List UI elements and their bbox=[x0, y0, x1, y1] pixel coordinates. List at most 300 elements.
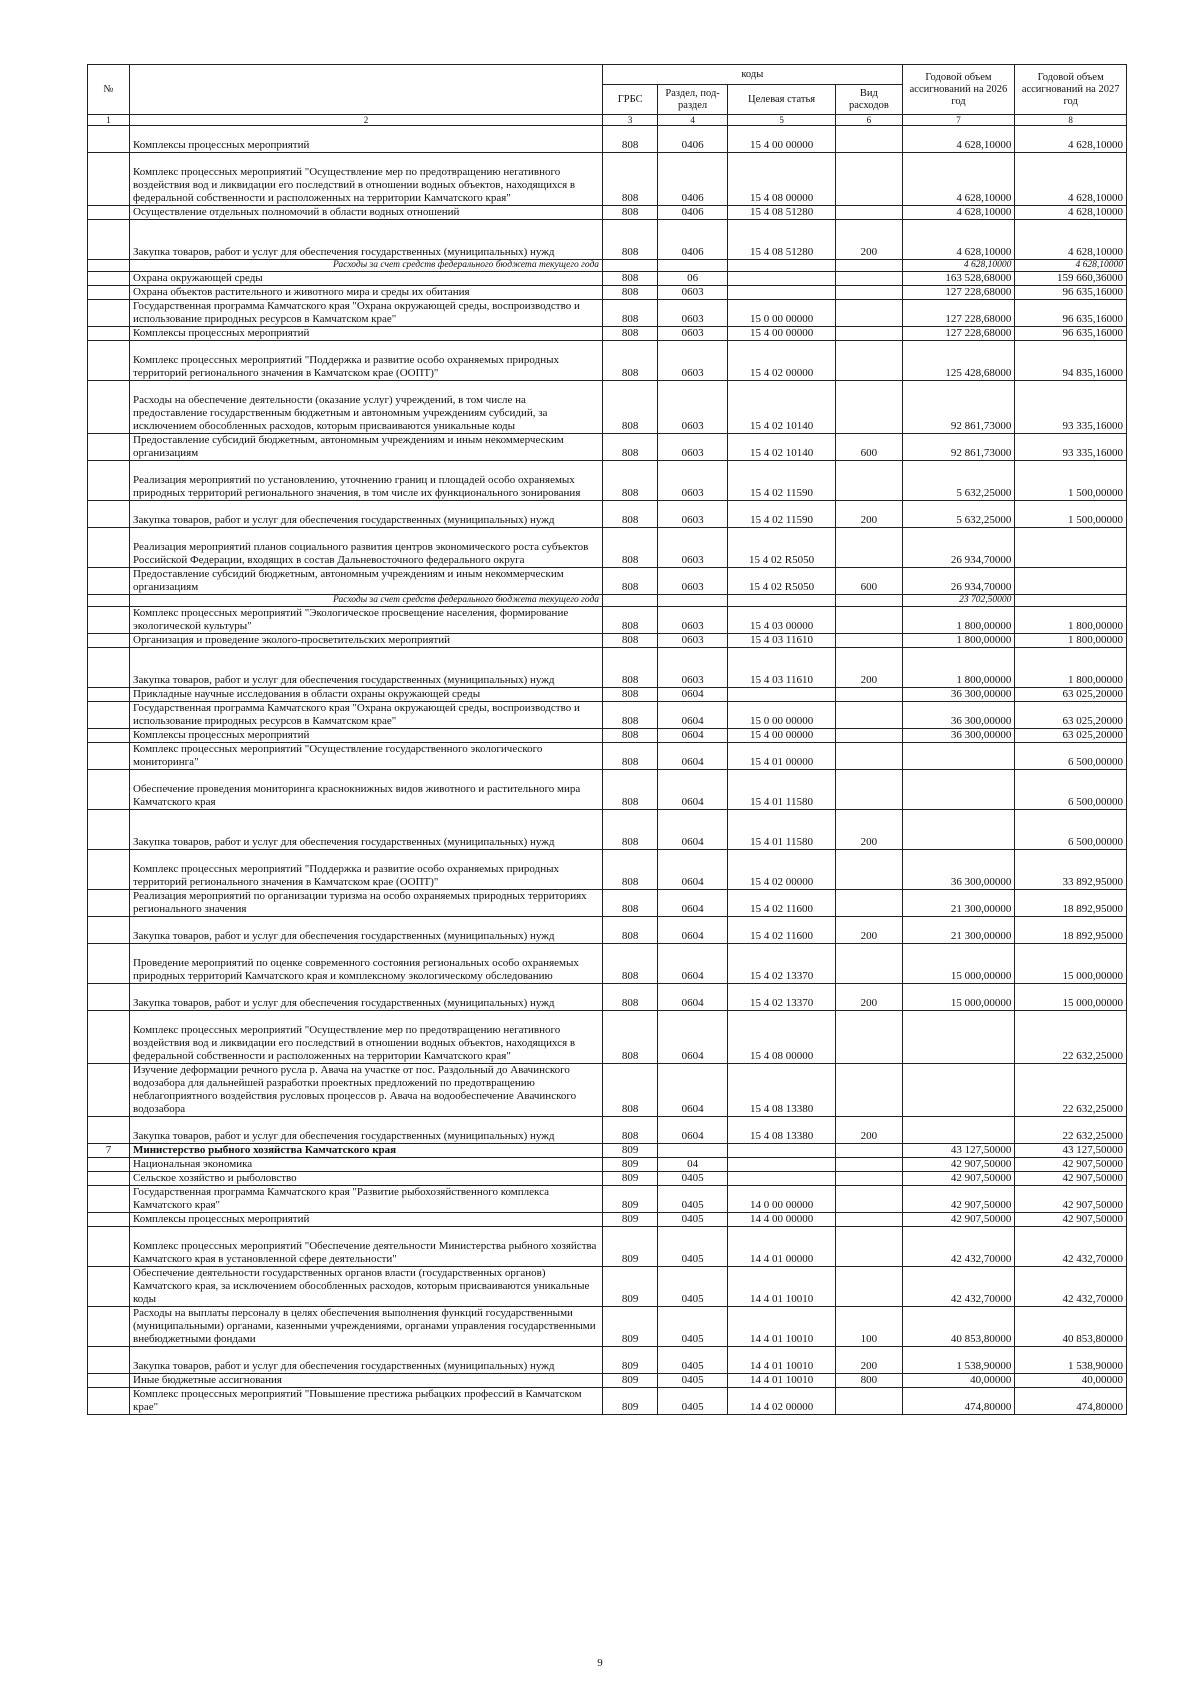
expense-name: Комплекс процессных мероприятий "Обеспечение деятельности Министерства рыбного хозяйства Камчатского края в установленной сфере деятельности" bbox=[130, 1227, 603, 1267]
expense-type-code bbox=[836, 341, 902, 381]
amount-2027: 63 025,20000 bbox=[1015, 702, 1127, 729]
expense-name: Организация и проведение эколого-просветительских мероприятий bbox=[130, 634, 603, 648]
amount-2027: 4 628,10000 bbox=[1015, 260, 1127, 272]
table-row bbox=[88, 917, 1127, 944]
amount-2026: 15 000,00000 bbox=[902, 984, 1015, 1011]
target-article-code bbox=[727, 1172, 835, 1186]
target-article-code: 15 4 03 11610 bbox=[727, 634, 835, 648]
expense-type-code bbox=[836, 1144, 902, 1158]
target-article-code: 14 0 00 00000 bbox=[727, 1186, 835, 1213]
expense-name: Комплексы процессных мероприятий bbox=[130, 729, 603, 743]
amount-2027: 93 335,16000 bbox=[1015, 434, 1127, 461]
amount-2027: 96 635,16000 bbox=[1015, 300, 1127, 327]
expense-name: Предоставление субсидий бюджетным, автономным учреждениям и иным некоммерческим организациям bbox=[130, 568, 603, 595]
amount-2026: 42 907,50000 bbox=[902, 1158, 1015, 1172]
row-number bbox=[88, 770, 130, 810]
amount-2026: 40,00000 bbox=[902, 1374, 1015, 1388]
expense-type-code: 200 bbox=[836, 810, 902, 850]
expense-type-code bbox=[836, 300, 902, 327]
expense-type-code: 200 bbox=[836, 648, 902, 688]
expense-name: Предоставление субсидий бюджетным, автономным учреждениям и иным некоммерческим организациям bbox=[130, 434, 603, 461]
expense-name: Охрана окружающей среды bbox=[130, 272, 603, 286]
amount-2026: 4 628,10000 bbox=[902, 153, 1015, 206]
expense-name: Реализация мероприятий планов социального развития центров экономического роста субъектов Российской Федерации, входящих в состав Дальневосточного федерального округа bbox=[130, 528, 603, 568]
expense-type-code: 600 bbox=[836, 434, 902, 461]
row-number bbox=[88, 1227, 130, 1267]
expense-type-code bbox=[836, 1186, 902, 1213]
row-number bbox=[88, 1388, 130, 1415]
amount-2026: 42 907,50000 bbox=[902, 1172, 1015, 1186]
header-codes: коды bbox=[603, 65, 903, 85]
expense-type-code: 200 bbox=[836, 220, 902, 260]
grbs-code bbox=[603, 595, 658, 607]
target-article-code: 15 4 02 10140 bbox=[727, 434, 835, 461]
amount-2027: 96 635,16000 bbox=[1015, 286, 1127, 300]
expense-name: Государственная программа Камчатского края "Развитие рыбохозяйственного комплекса Камчатского края" bbox=[130, 1186, 603, 1213]
table-row bbox=[88, 126, 1127, 153]
target-article-code: 14 4 01 00000 bbox=[727, 1227, 835, 1267]
table-row bbox=[88, 260, 1127, 272]
grbs-code: 808 bbox=[603, 702, 658, 729]
expense-name: Закупка товаров, работ и услуг для обеспечения государственных (муниципальных) нужд bbox=[130, 1347, 603, 1374]
amount-2026: 1 538,90000 bbox=[902, 1347, 1015, 1374]
expense-name: Закупка товаров, работ и услуг для обеспечения государственных (муниципальных) нужд bbox=[130, 501, 603, 528]
section-code: 0603 bbox=[658, 300, 728, 327]
target-article-code: 15 4 08 13380 bbox=[727, 1117, 835, 1144]
section-code: 0405 bbox=[658, 1213, 728, 1227]
amount-2027 bbox=[1015, 568, 1127, 595]
table-row bbox=[88, 944, 1127, 984]
section-code: 0603 bbox=[658, 381, 728, 434]
target-article-code: 15 4 02 00000 bbox=[727, 850, 835, 890]
amount-2027: 1 800,00000 bbox=[1015, 607, 1127, 634]
expense-name: Расходы на выплаты персоналу в целях обеспечения выполнения функций государственными (муниципальными) органами, казенными учреждениями, органами управления государственными внебюджетными фондами bbox=[130, 1307, 603, 1347]
amount-2026: 40 853,80000 bbox=[902, 1307, 1015, 1347]
expense-name: Закупка товаров, работ и услуг для обеспечения государственных (муниципальных) нужд bbox=[130, 1117, 603, 1144]
row-number bbox=[88, 1172, 130, 1186]
row-number bbox=[88, 381, 130, 434]
section-code bbox=[658, 1144, 728, 1158]
amount-2027: 42 907,50000 bbox=[1015, 1158, 1127, 1172]
expense-name: Национальная экономика bbox=[130, 1158, 603, 1172]
expense-name: Реализация мероприятий по установлению, уточнению границ и площадей особо охраняемых природных территорий регионального значения, в том числе их функционального зонирования bbox=[130, 461, 603, 501]
expense-type-code: 200 bbox=[836, 984, 902, 1011]
amount-2026: 36 300,00000 bbox=[902, 688, 1015, 702]
grbs-code: 809 bbox=[603, 1213, 658, 1227]
table-row bbox=[88, 770, 1127, 810]
table-row bbox=[88, 1267, 1127, 1307]
expense-type-code bbox=[836, 944, 902, 984]
expense-type-code bbox=[836, 1267, 902, 1307]
amount-2026 bbox=[902, 770, 1015, 810]
expense-name: Расходы за счет средств федерального бюджета текущего года bbox=[130, 595, 603, 607]
expense-type-code: 200 bbox=[836, 1117, 902, 1144]
table-row bbox=[88, 1186, 1127, 1213]
table-row bbox=[88, 206, 1127, 220]
expense-name: Закупка товаров, работ и услуг для обеспечения государственных (муниципальных) нужд bbox=[130, 810, 603, 850]
amount-2026: 23 702,50000 bbox=[902, 595, 1015, 607]
amount-2026: 1 800,00000 bbox=[902, 634, 1015, 648]
expense-name: Министерство рыбного хозяйства Камчатского края bbox=[130, 1144, 603, 1158]
header-2027: Годовой объем ассигнований на 2027 год bbox=[1015, 65, 1127, 115]
table-header bbox=[88, 65, 1127, 126]
target-article-code: 15 4 03 11610 bbox=[727, 648, 835, 688]
row-number bbox=[88, 501, 130, 528]
table-row bbox=[88, 1374, 1127, 1388]
amount-2027: 42 907,50000 bbox=[1015, 1213, 1127, 1227]
table-row bbox=[88, 341, 1127, 381]
amount-2027: 96 635,16000 bbox=[1015, 327, 1127, 341]
expense-type-code bbox=[836, 890, 902, 917]
table-row bbox=[88, 286, 1127, 300]
grbs-code: 808 bbox=[603, 648, 658, 688]
col-number: 7 bbox=[902, 115, 1015, 126]
expense-type-code bbox=[836, 770, 902, 810]
expense-name: Проведение мероприятий по оценке современного состояния региональных особо охраняемых природных территорий Камчатского края и комплексному экологическому обследованию bbox=[130, 944, 603, 984]
amount-2026 bbox=[902, 1011, 1015, 1064]
target-article-code: 15 4 01 00000 bbox=[727, 743, 835, 770]
section-code: 0405 bbox=[658, 1307, 728, 1347]
row-number bbox=[88, 688, 130, 702]
section-code: 0405 bbox=[658, 1347, 728, 1374]
expense-name: Закупка товаров, работ и услуг для обеспечения государственных (муниципальных) нужд bbox=[130, 220, 603, 260]
grbs-code: 808 bbox=[603, 944, 658, 984]
expense-type-code bbox=[836, 272, 902, 286]
row-number bbox=[88, 272, 130, 286]
amount-2027: 40,00000 bbox=[1015, 1374, 1127, 1388]
amount-2026 bbox=[902, 1064, 1015, 1117]
table-row bbox=[88, 1307, 1127, 1347]
table-row bbox=[88, 890, 1127, 917]
row-number bbox=[88, 702, 130, 729]
amount-2026: 4 628,10000 bbox=[902, 260, 1015, 272]
grbs-code: 808 bbox=[603, 770, 658, 810]
expense-type-code bbox=[836, 1227, 902, 1267]
section-code: 0604 bbox=[658, 1011, 728, 1064]
amount-2027: 15 000,00000 bbox=[1015, 984, 1127, 1011]
row-number bbox=[88, 286, 130, 300]
target-article-code bbox=[727, 260, 835, 272]
row-number bbox=[88, 126, 130, 153]
section-code: 0406 bbox=[658, 220, 728, 260]
header-razdel: Раздел, под-раздел bbox=[658, 85, 728, 115]
grbs-code: 808 bbox=[603, 810, 658, 850]
amount-2027: 6 500,00000 bbox=[1015, 770, 1127, 810]
expense-name: Комплекс процессных мероприятий "Поддержка и развитие особо охраняемых природных территорий регионального значения в Камчатском крае (ООПТ)" bbox=[130, 850, 603, 890]
amount-2027: 18 892,95000 bbox=[1015, 890, 1127, 917]
grbs-code: 808 bbox=[603, 461, 658, 501]
expense-type-code bbox=[836, 850, 902, 890]
row-number bbox=[88, 648, 130, 688]
target-article-code: 14 4 01 10010 bbox=[727, 1347, 835, 1374]
row-number bbox=[88, 434, 130, 461]
grbs-code: 808 bbox=[603, 1117, 658, 1144]
table-row bbox=[88, 702, 1127, 729]
grbs-code: 808 bbox=[603, 272, 658, 286]
grbs-code: 809 bbox=[603, 1186, 658, 1213]
amount-2026: 92 861,73000 bbox=[902, 381, 1015, 434]
table-row bbox=[88, 743, 1127, 770]
expense-type-code bbox=[836, 126, 902, 153]
section-code: 0603 bbox=[658, 568, 728, 595]
section-code: 0406 bbox=[658, 206, 728, 220]
section-code: 0604 bbox=[658, 890, 728, 917]
header-no: № bbox=[88, 65, 130, 115]
expense-name: Охрана объектов растительного и животного мира и среды их обитания bbox=[130, 286, 603, 300]
expense-type-code bbox=[836, 607, 902, 634]
target-article-code: 15 4 02 00000 bbox=[727, 341, 835, 381]
target-article-code: 14 4 00 00000 bbox=[727, 1213, 835, 1227]
section-code: 0405 bbox=[658, 1267, 728, 1307]
amount-2026: 5 632,25000 bbox=[902, 501, 1015, 528]
expense-name: Государственная программа Камчатского края "Охрана окружающей среды, воспроизводство и использование природных ресурсов в Камчатском крае" bbox=[130, 702, 603, 729]
row-number bbox=[88, 300, 130, 327]
amount-2026: 163 528,68000 bbox=[902, 272, 1015, 286]
expense-name: Комплексы процессных мероприятий bbox=[130, 126, 603, 153]
row-number bbox=[88, 743, 130, 770]
table-body bbox=[88, 126, 1127, 1415]
grbs-code: 808 bbox=[603, 381, 658, 434]
section-code bbox=[658, 595, 728, 607]
grbs-code: 808 bbox=[603, 286, 658, 300]
expense-type-code bbox=[836, 153, 902, 206]
target-article-code: 15 0 00 00000 bbox=[727, 702, 835, 729]
target-article-code: 14 4 01 10010 bbox=[727, 1307, 835, 1347]
row-number bbox=[88, 729, 130, 743]
section-code: 0603 bbox=[658, 634, 728, 648]
expense-name: Сельское хозяйство и рыболовство bbox=[130, 1172, 603, 1186]
table-row bbox=[88, 501, 1127, 528]
expense-name: Комплекс процессных мероприятий "Экологическое просвещение населения, формирование экологической культуры" bbox=[130, 607, 603, 634]
grbs-code: 808 bbox=[603, 890, 658, 917]
row-number bbox=[88, 260, 130, 272]
header-name bbox=[130, 65, 603, 115]
grbs-code: 808 bbox=[603, 917, 658, 944]
expense-type-code bbox=[836, 1158, 902, 1172]
row-number bbox=[88, 153, 130, 206]
row-number bbox=[88, 984, 130, 1011]
row-number bbox=[88, 327, 130, 341]
expense-type-code bbox=[836, 461, 902, 501]
budget-table bbox=[87, 64, 1127, 1415]
amount-2026: 127 228,68000 bbox=[902, 286, 1015, 300]
section-code: 0604 bbox=[658, 770, 728, 810]
expense-name: Комплекс процессных мероприятий "Поддержка и развитие особо охраняемых природных территорий регионального значения в Камчатском крае (ООПТ)" bbox=[130, 341, 603, 381]
amount-2026: 1 800,00000 bbox=[902, 607, 1015, 634]
section-code bbox=[658, 260, 728, 272]
table-row bbox=[88, 984, 1127, 1011]
amount-2026: 127 228,68000 bbox=[902, 300, 1015, 327]
grbs-code: 808 bbox=[603, 501, 658, 528]
amount-2026: 21 300,00000 bbox=[902, 917, 1015, 944]
row-number bbox=[88, 1347, 130, 1374]
section-code: 0604 bbox=[658, 944, 728, 984]
expense-type-code bbox=[836, 702, 902, 729]
amount-2027: 1 800,00000 bbox=[1015, 634, 1127, 648]
row-number bbox=[88, 568, 130, 595]
expense-type-code bbox=[836, 1172, 902, 1186]
row-number bbox=[88, 1307, 130, 1347]
table-row bbox=[88, 595, 1127, 607]
amount-2026: 15 000,00000 bbox=[902, 944, 1015, 984]
target-article-code: 15 4 08 00000 bbox=[727, 153, 835, 206]
target-article-code: 15 4 02 11590 bbox=[727, 461, 835, 501]
expense-name: Прикладные научные исследования в области охраны окружающей среды bbox=[130, 688, 603, 702]
table-row bbox=[88, 1158, 1127, 1172]
amount-2026: 36 300,00000 bbox=[902, 702, 1015, 729]
grbs-code: 808 bbox=[603, 984, 658, 1011]
table-row bbox=[88, 300, 1127, 327]
target-article-code: 15 4 02 11600 bbox=[727, 890, 835, 917]
target-article-code bbox=[727, 272, 835, 286]
row-number bbox=[88, 1158, 130, 1172]
target-article-code: 15 4 08 00000 bbox=[727, 1011, 835, 1064]
table-row bbox=[88, 381, 1127, 434]
row-number bbox=[88, 1374, 130, 1388]
row-number bbox=[88, 1186, 130, 1213]
target-article-code bbox=[727, 1144, 835, 1158]
expense-type-code bbox=[836, 1011, 902, 1064]
expense-name: Комплекс процессных мероприятий "Повышение престижа рыбацких профессий в Камчатском крае" bbox=[130, 1388, 603, 1415]
amount-2026: 42 907,50000 bbox=[902, 1213, 1015, 1227]
grbs-code: 808 bbox=[603, 743, 658, 770]
table-row bbox=[88, 810, 1127, 850]
table-row bbox=[88, 1213, 1127, 1227]
target-article-code: 15 4 00 00000 bbox=[727, 126, 835, 153]
amount-2027: 40 853,80000 bbox=[1015, 1307, 1127, 1347]
grbs-code: 808 bbox=[603, 1064, 658, 1117]
expense-name: Комплекс процессных мероприятий "Осуществление мер по предотвращению негативного воздействия вод и ликвидации его последствий в отношении водных объектов, находящихся в федеральной собственности и расположенных на территории Камчатского края" bbox=[130, 153, 603, 206]
amount-2027: 63 025,20000 bbox=[1015, 729, 1127, 743]
amount-2026: 26 934,70000 bbox=[902, 568, 1015, 595]
target-article-code: 15 4 02 R5050 bbox=[727, 568, 835, 595]
expense-name: Закупка товаров, работ и услуг для обеспечения государственных (муниципальных) нужд bbox=[130, 648, 603, 688]
section-code: 0603 bbox=[658, 528, 728, 568]
expense-name: Комплекс процессных мероприятий "Осуществление государственного экологического мониторинга" bbox=[130, 743, 603, 770]
expense-name: Комплекс процессных мероприятий "Осуществление мер по предотвращению негативного воздействия вод и ликвидации его последствий в отношении водных объектов, находящихся в федеральной собственности и расположенных на территории Камчатского края" bbox=[130, 1011, 603, 1064]
section-code: 0604 bbox=[658, 810, 728, 850]
amount-2027: 1 800,00000 bbox=[1015, 648, 1127, 688]
target-article-code bbox=[727, 595, 835, 607]
amount-2027: 33 892,95000 bbox=[1015, 850, 1127, 890]
expense-type-code bbox=[836, 688, 902, 702]
target-article-code: 14 4 02 00000 bbox=[727, 1388, 835, 1415]
amount-2026 bbox=[902, 743, 1015, 770]
grbs-code: 808 bbox=[603, 568, 658, 595]
expense-type-code bbox=[836, 1213, 902, 1227]
section-code: 0603 bbox=[658, 341, 728, 381]
row-number bbox=[88, 890, 130, 917]
section-code: 0603 bbox=[658, 607, 728, 634]
table-row bbox=[88, 220, 1127, 260]
grbs-code: 808 bbox=[603, 206, 658, 220]
expense-type-code bbox=[836, 528, 902, 568]
amount-2026: 92 861,73000 bbox=[902, 434, 1015, 461]
section-code: 0604 bbox=[658, 688, 728, 702]
expense-name: Расходы на обеспечение деятельности (оказание услуг) учреждений, в том числе на предоставление государственным бюджетным и автономным учреждениям субсидий, за исключением обособленных расходов, которым присваиваются уникальные коды bbox=[130, 381, 603, 434]
table-row bbox=[88, 1064, 1127, 1117]
amount-2027: 4 628,10000 bbox=[1015, 153, 1127, 206]
section-code: 0405 bbox=[658, 1172, 728, 1186]
target-article-code: 15 4 03 00000 bbox=[727, 607, 835, 634]
row-number bbox=[88, 1117, 130, 1144]
expense-name: Государственная программа Камчатского края "Охрана окружающей среды, воспроизводство и использование природных ресурсов в Камчатском крае" bbox=[130, 300, 603, 327]
target-article-code: 15 4 02 R5050 bbox=[727, 528, 835, 568]
section-code: 0603 bbox=[658, 286, 728, 300]
amount-2027: 4 628,10000 bbox=[1015, 126, 1127, 153]
amount-2027: 22 632,25000 bbox=[1015, 1117, 1127, 1144]
col-number: 8 bbox=[1015, 115, 1127, 126]
table-row bbox=[88, 434, 1127, 461]
target-article-code: 15 4 02 13370 bbox=[727, 944, 835, 984]
grbs-code bbox=[603, 260, 658, 272]
amount-2027 bbox=[1015, 595, 1127, 607]
section-code: 0405 bbox=[658, 1186, 728, 1213]
col-number: 6 bbox=[836, 115, 902, 126]
grbs-code: 809 bbox=[603, 1158, 658, 1172]
col-number: 5 bbox=[727, 115, 835, 126]
amount-2027: 4 628,10000 bbox=[1015, 206, 1127, 220]
table-row bbox=[88, 688, 1127, 702]
expense-name: Осуществление отдельных полномочий в области водных отношений bbox=[130, 206, 603, 220]
table-row bbox=[88, 461, 1127, 501]
amount-2026: 36 300,00000 bbox=[902, 850, 1015, 890]
amount-2027: 6 500,00000 bbox=[1015, 810, 1127, 850]
section-code: 0603 bbox=[658, 327, 728, 341]
grbs-code: 809 bbox=[603, 1172, 658, 1186]
amount-2027: 4 628,10000 bbox=[1015, 220, 1127, 260]
section-code: 06 bbox=[658, 272, 728, 286]
row-number: 7 bbox=[88, 1144, 130, 1158]
grbs-code: 808 bbox=[603, 153, 658, 206]
expense-name: Обеспечение проведения мониторинга краснокнижных видов животного и растительного мира Камчатского края bbox=[130, 770, 603, 810]
table-row bbox=[88, 1172, 1127, 1186]
amount-2027: 94 835,16000 bbox=[1015, 341, 1127, 381]
expense-name: Обеспечение деятельности государственных органов власти (государственных органов) Камчатского края, за исключением обособленных расходов, которым присваиваются уникальные коды bbox=[130, 1267, 603, 1307]
grbs-code: 808 bbox=[603, 327, 658, 341]
target-article-code: 15 4 02 10140 bbox=[727, 381, 835, 434]
expense-type-code bbox=[836, 1388, 902, 1415]
grbs-code: 809 bbox=[603, 1227, 658, 1267]
section-code: 0604 bbox=[658, 743, 728, 770]
header-grbs: ГРБС bbox=[603, 85, 658, 115]
row-number bbox=[88, 810, 130, 850]
row-number bbox=[88, 944, 130, 984]
target-article-code: 15 0 00 00000 bbox=[727, 300, 835, 327]
section-code: 0603 bbox=[658, 501, 728, 528]
amount-2027: 1 500,00000 bbox=[1015, 501, 1127, 528]
target-article-code: 15 4 08 13380 bbox=[727, 1064, 835, 1117]
amount-2026: 42 432,70000 bbox=[902, 1227, 1015, 1267]
target-article-code: 15 4 08 51280 bbox=[727, 220, 835, 260]
header-2026: Годовой объем ассигнований на 2026 год bbox=[902, 65, 1015, 115]
section-code: 0604 bbox=[658, 850, 728, 890]
expense-name: Иные бюджетные ассигнования bbox=[130, 1374, 603, 1388]
target-article-code: 15 4 00 00000 bbox=[727, 729, 835, 743]
amount-2026: 4 628,10000 bbox=[902, 126, 1015, 153]
section-code: 0406 bbox=[658, 153, 728, 206]
expense-name: Комплексы процессных мероприятий bbox=[130, 1213, 603, 1227]
amount-2027: 6 500,00000 bbox=[1015, 743, 1127, 770]
row-number bbox=[88, 1213, 130, 1227]
amount-2027: 18 892,95000 bbox=[1015, 917, 1127, 944]
table-row bbox=[88, 607, 1127, 634]
expense-name: Расходы за счет средств федерального бюджета текущего года bbox=[130, 260, 603, 272]
grbs-code: 808 bbox=[603, 634, 658, 648]
expense-type-code: 200 bbox=[836, 917, 902, 944]
table-row bbox=[88, 1144, 1127, 1158]
expense-type-code bbox=[836, 729, 902, 743]
